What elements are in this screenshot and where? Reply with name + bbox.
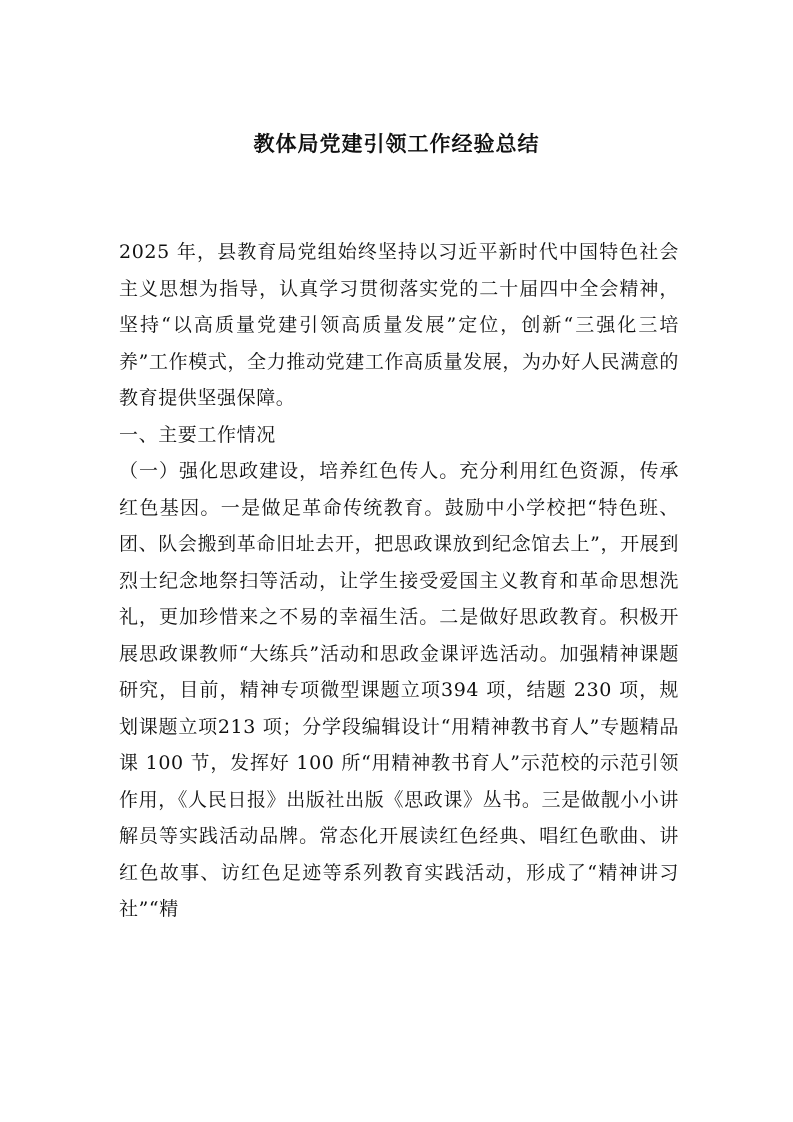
- document-body: [119, 234, 679, 928]
- paragraph-intro: 2025 年，县教育局党组始终坚持以习近平新时代中国特色社会主义思想为指导，认真学习贯彻落实党的二十届四中全会精神，坚持“以高质量党建引领高质量发展”定位，创新“三强化三培养”工作模式，全力推动党建工作高质量发展，为办好人民满意的教育提供坚强保障。: [119, 241, 679, 409]
- section-heading-main-work: 一、主要工作情况: [119, 423, 276, 446]
- document-title: 教体局党建引领工作经验总结: [253, 131, 540, 156]
- paragraph-ideological-education: （一）强化思政建设，培养红色传人。充分利用红色资源，传承红色基因。一是做足革命传统教育。鼓励中小学校把“特色班、团、队会搬到革命旧址去开，把思政课放到纪念馆去上”，开展到烈士纪念地祭扫等活动，让学生接受爱国主义教育和革命思想洗礼，更加珍惜来之不易的幸福生活。二是做好思政教育。积极开展思政课教师“大练兵”活动和思政金课评选活动。加强精神课题研究，目前，精神专项微型课题立项394 项，结题 230 项，规划课题立项213 项；分学段编辑设计“用精神教书育人”专题精品课 100 节，发挥好 100 所“用精神教书育人”示范校的示范引领作用，《人民日报》出版社出版《思政课》丛书。三是做靓小小讲解员等实践活动品牌。常态化开展读红色经典、唱红色歌曲、讲红色故事、访红色足迹等系列教育实践活动，形成了“精神讲习社”“精: [119, 460, 679, 920]
